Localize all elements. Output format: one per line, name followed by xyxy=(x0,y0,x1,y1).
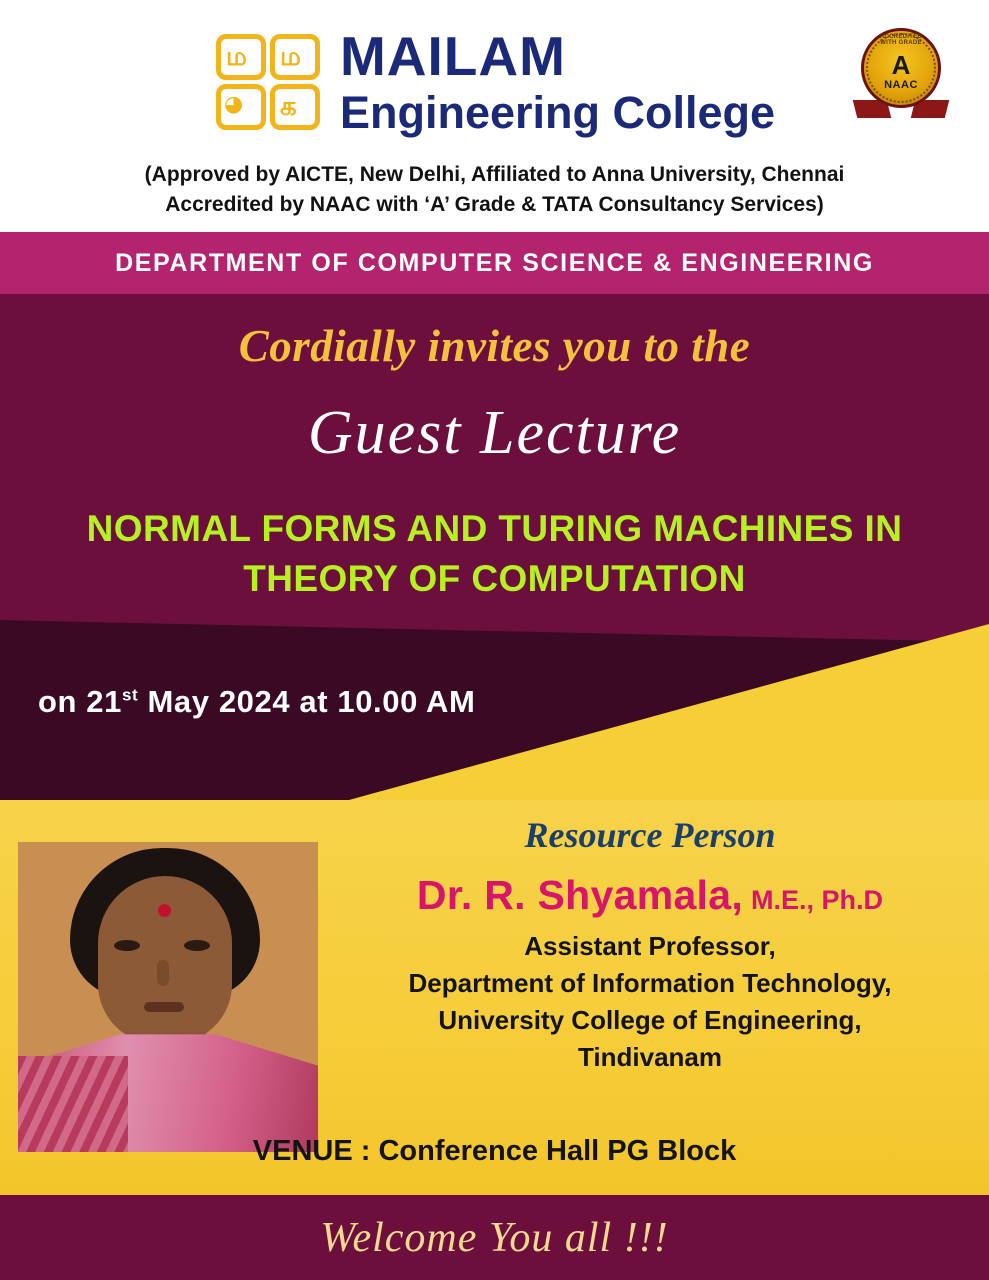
naac-badge-icon xyxy=(853,26,949,122)
speaker-affiliation xyxy=(320,928,980,1076)
poster-footer xyxy=(0,1195,989,1280)
resource-person-heading: Resource Person xyxy=(524,815,776,855)
approval-line-1: (Approved by AICTE, New Delhi, Affiliated to Anna University, Chennai xyxy=(144,163,845,186)
approval-text xyxy=(0,160,989,221)
department-name: DEPARTMENT OF COMPUTER SCIENCE & ENGINEERING xyxy=(115,248,874,277)
speaker-degree: M.E., Ph.D xyxy=(751,885,884,915)
speaker-name-row xyxy=(330,872,970,919)
speaker-designation: Assistant Professor, xyxy=(524,931,776,961)
speaker-name: Dr. R. Shyamala, xyxy=(416,872,744,918)
department-bar xyxy=(0,232,989,294)
speaker-institution: University College of Engineering, xyxy=(438,1004,862,1035)
welcome-message: Welcome You all !!! xyxy=(320,1214,669,1261)
invitation-text: Cordially invites you to the xyxy=(238,321,751,371)
event-type-title: Guest Lecture xyxy=(307,399,682,467)
college-logo-row xyxy=(0,22,989,142)
poster-header xyxy=(0,0,989,232)
event-datetime xyxy=(38,684,475,720)
college-name: MAILAM xyxy=(339,25,566,87)
approval-line-2: Accredited by NAAC with ‘A’ Grade & TATA Consultancy Services) xyxy=(165,193,824,217)
speaker-place: Tindivanam xyxy=(577,1041,722,1072)
lecture-topic-line-2: THEORY OF COMPUTATION xyxy=(243,557,746,599)
college-name-line2: Engineering College xyxy=(339,87,776,138)
event-main-section xyxy=(0,294,989,800)
lecture-topic-line-1: NORMAL FORMS AND TURING MACHINES IN xyxy=(86,508,903,549)
venue-text: VENUE : Conference Hall PG Block xyxy=(252,1135,737,1167)
naac-grade: A xyxy=(891,49,911,80)
event-date-prefix: on 21 xyxy=(38,684,122,719)
lecture-topic xyxy=(0,504,989,604)
naac-label: NAAC xyxy=(884,78,918,91)
event-date-suffix: st xyxy=(121,685,139,705)
speaker-department: Department of Information Technology, xyxy=(408,967,892,998)
event-time: May 2024 at 10.00 AM xyxy=(138,684,476,719)
mailam-logo-icon: ம ம ◕ க xyxy=(214,32,322,132)
naac-top-text: ACCREDITED WITH GRADE xyxy=(879,34,923,46)
speaker-photo xyxy=(18,842,318,1152)
speaker-section xyxy=(0,800,989,1195)
